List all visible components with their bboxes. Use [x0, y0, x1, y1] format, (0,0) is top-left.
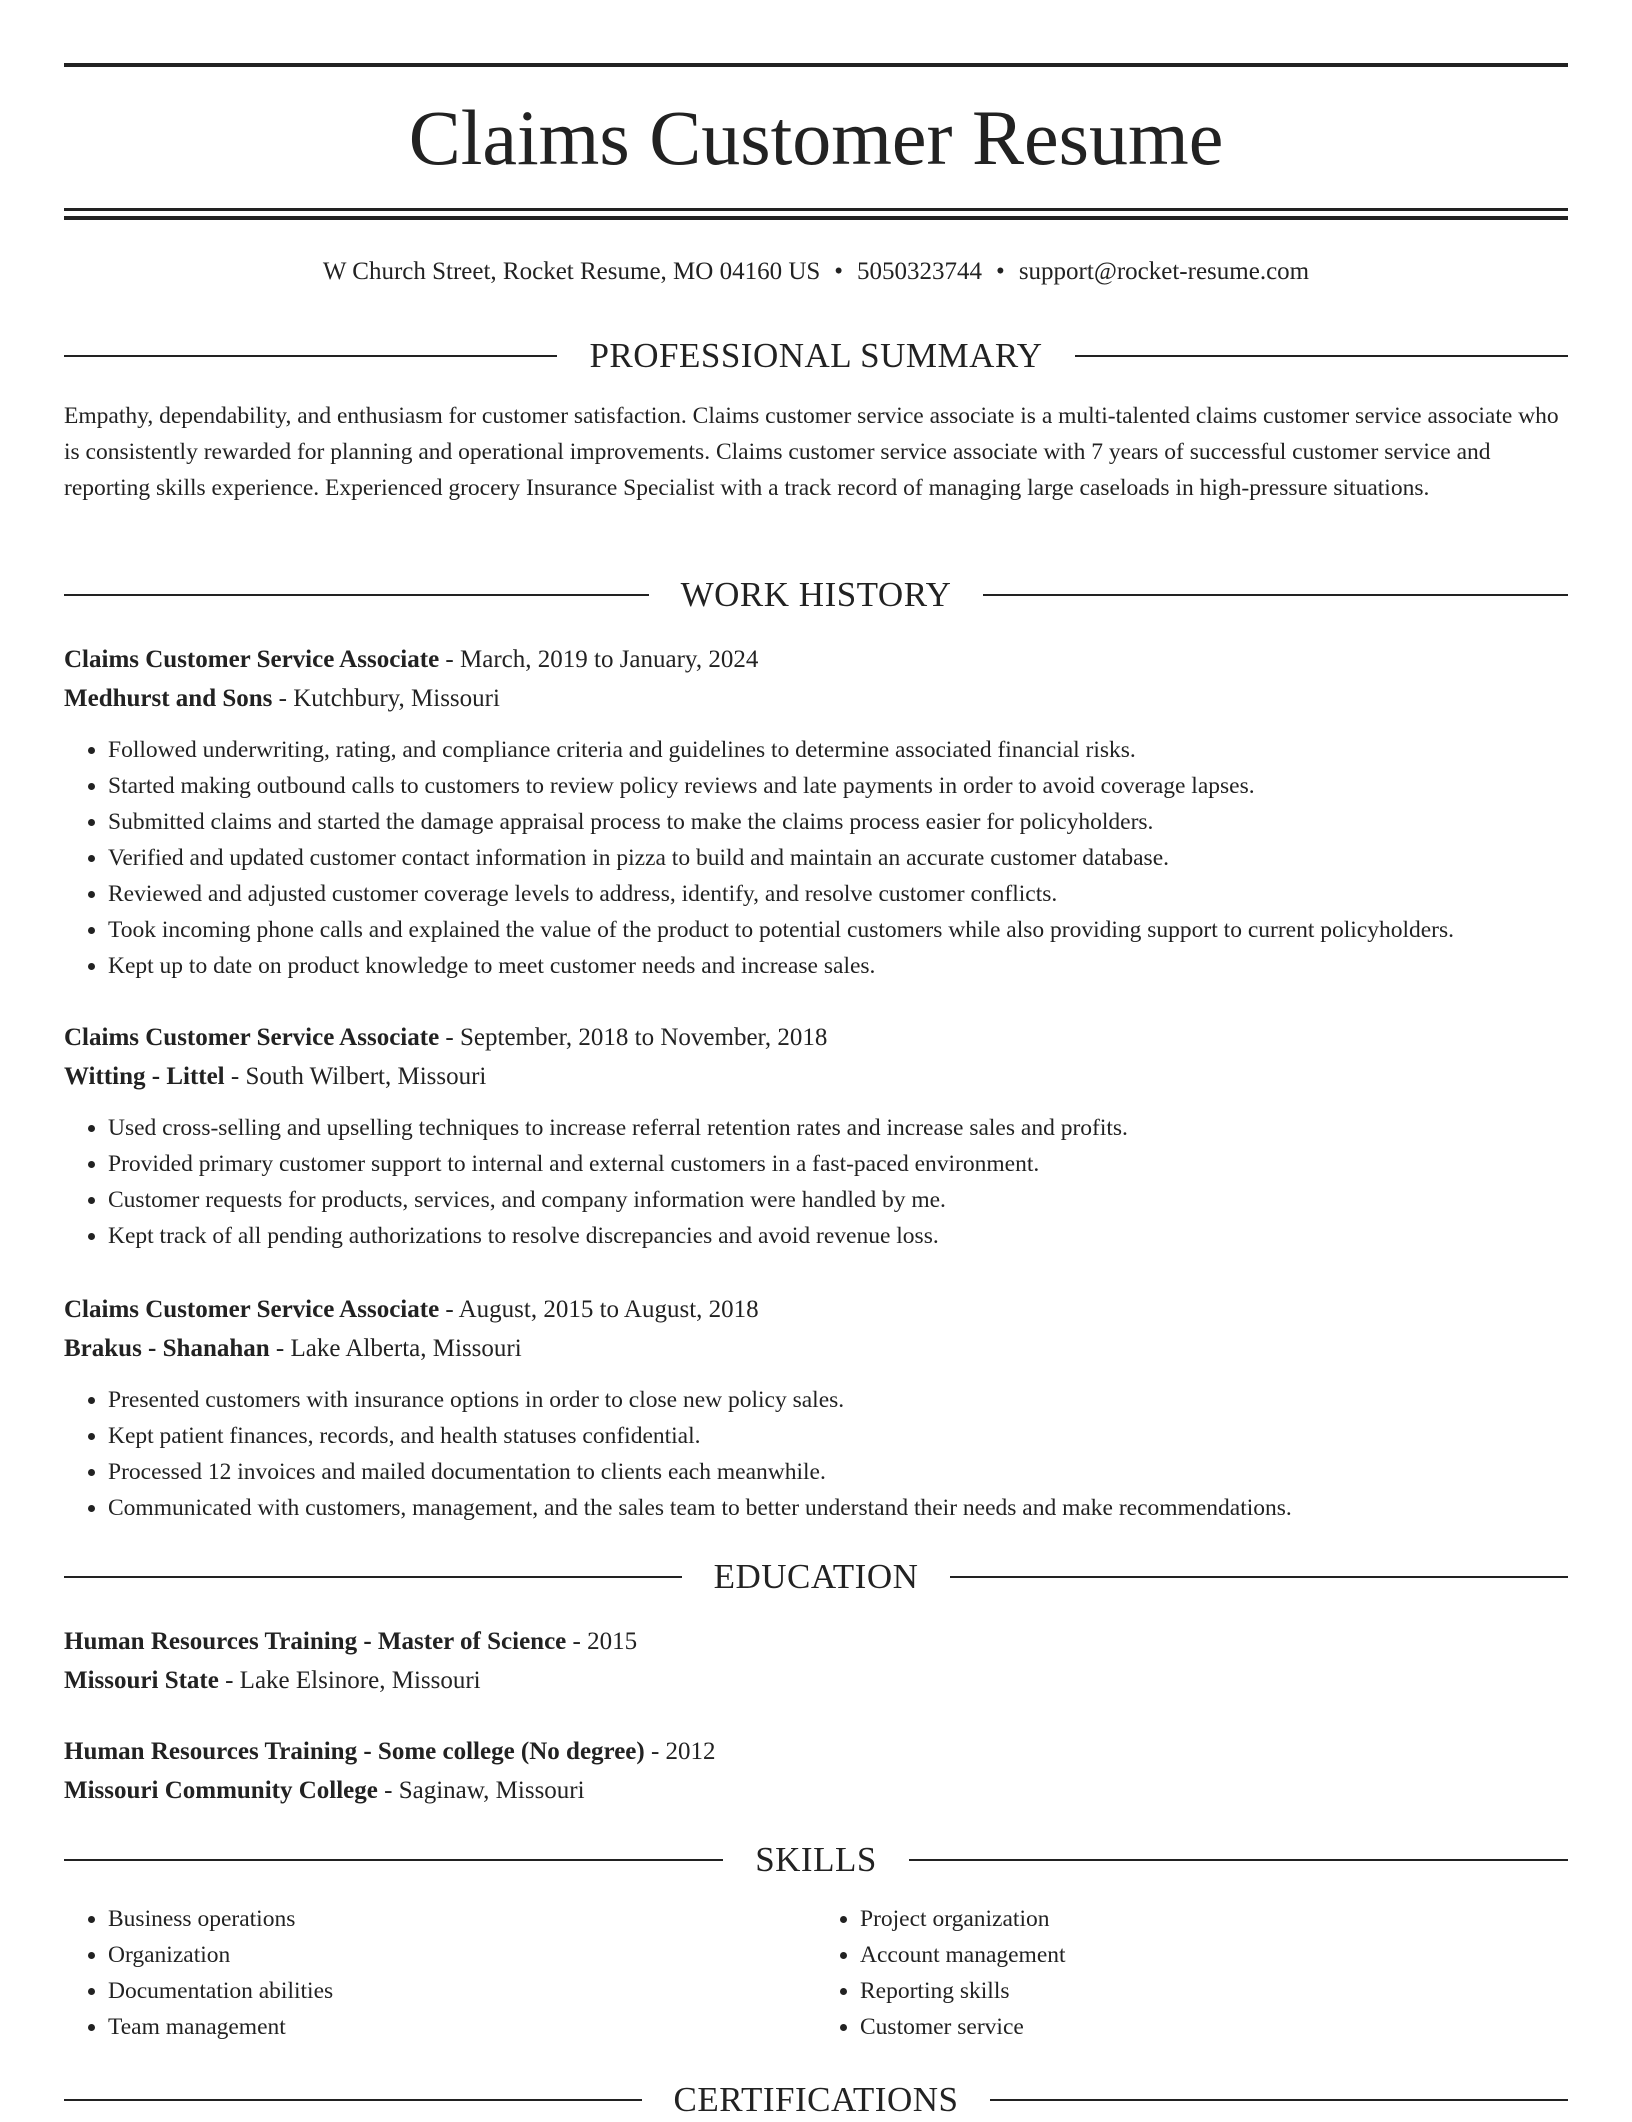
job-company: Witting - Littel — [64, 1063, 225, 1090]
header-top-rule — [64, 63, 1568, 67]
heading-rule-left — [64, 2099, 642, 2101]
contact-separator: • — [996, 258, 1005, 285]
school-line — [64, 1661, 1568, 1700]
section-heading-certifications — [64, 2078, 1568, 2122]
section-title: EDUCATION — [713, 1557, 919, 1596]
school-location: - Lake Elsinore, Missouri — [218, 1667, 481, 1694]
skill-item: • Account management — [860, 1937, 1568, 1973]
contact-line — [64, 255, 1568, 289]
degree-line — [64, 1732, 1568, 1771]
list-item: • Presented customers with insurance options in order to close new policy sales. — [108, 1382, 1568, 1418]
heading-rule-right — [990, 2099, 1568, 2101]
list-item: • Communicated with customers, management, and the sales team to better understand their needs and make recommendations. — [108, 1490, 1568, 1526]
list-item: • Customer requests for products, services, and company information were handled by me. — [108, 1182, 1568, 1218]
heading-rule-right — [983, 594, 1568, 596]
job-title: Claims Customer Service Associate — [64, 1024, 440, 1051]
skill-item: • Customer service — [860, 2009, 1568, 2045]
heading-rule-right — [950, 1576, 1568, 1578]
section-heading-skills — [64, 1838, 1568, 1882]
skill-item: • Reporting skills — [860, 1973, 1568, 2009]
list-item: • Kept up to date on product knowledge to meet customer needs and increase sales. — [108, 948, 1568, 984]
job-title: Claims Customer Service Associate — [64, 1296, 440, 1323]
heading-rule-left — [64, 1576, 682, 1578]
job-entry — [64, 1018, 1568, 1254]
heading-rule-left — [64, 1859, 723, 1861]
degree-line — [64, 1622, 1568, 1661]
section-title: PROFESSIONAL SUMMARY — [589, 336, 1043, 375]
job-dates: - September, 2018 to November, 2018 — [439, 1024, 828, 1051]
skills-columns — [64, 1901, 1568, 2045]
job-entry — [64, 1290, 1568, 1526]
list-item: • Submitted claims and started the damage appraisal process to make the claims process easier for policyholders. — [108, 804, 1568, 840]
degree-year: - 2012 — [644, 1738, 716, 1765]
section-heading-work — [64, 573, 1568, 617]
contact-phone: 5050323744 — [857, 258, 983, 285]
heading-rule-right — [909, 1859, 1568, 1861]
job-location: - South Wilbert, Missouri — [224, 1063, 487, 1090]
job-title-line — [64, 1290, 1568, 1329]
contact-separator: • — [834, 258, 844, 285]
contact-email: support@rocket-resume.com — [1018, 258, 1310, 285]
list-item: • Took incoming phone calls and explained the value of the product to potential customers while also providing support to current policyholders. — [108, 912, 1568, 948]
list-item: • Followed underwriting, rating, and compliance criteria and guidelines to determine associated financial risks. — [108, 732, 1568, 768]
section-title: CERTIFICATIONS — [673, 2080, 959, 2119]
skills-list-left — [64, 1901, 816, 2045]
job-location: - Kutchbury, Missouri — [272, 685, 500, 712]
list-item: • Provided primary customer support to internal and external customers in a fast-paced environment. — [108, 1146, 1568, 1182]
job-company-line — [64, 1329, 1568, 1368]
skill-item: • Team management — [108, 2009, 816, 2045]
list-item: • Verified and updated customer contact information in pizza to build and maintain an accurate customer database. — [108, 840, 1568, 876]
job-dates: - August, 2015 to August, 2018 — [439, 1296, 759, 1323]
section-heading-summary — [64, 334, 1568, 378]
skill-item: • Business operations — [108, 1901, 816, 1937]
job-company: Medhurst and Sons — [64, 685, 273, 712]
school-location: - Saginaw, Missouri — [377, 1777, 585, 1804]
degree: Human Resources Training - Some college (No degree) — [64, 1738, 645, 1765]
job-location: - Lake Alberta, Missouri — [269, 1335, 522, 1362]
job-bullets — [64, 732, 1568, 984]
education-entry — [64, 1622, 1568, 1700]
header-double-rule-upper — [64, 208, 1568, 211]
skill-item: • Organization — [108, 1937, 816, 1973]
school-line — [64, 1771, 1568, 1810]
contact-address: W Church Street, Rocket Resume, MO 04160 US — [322, 258, 821, 285]
job-company-line — [64, 1057, 1568, 1096]
school: Missouri State — [64, 1667, 219, 1694]
skill-item: • Documentation abilities — [108, 1973, 816, 2009]
list-item: • Used cross-selling and upselling techniques to increase referral retention rates and increase sales and profits. — [108, 1110, 1568, 1146]
heading-rule-left — [64, 355, 557, 357]
list-item: • Reviewed and adjusted customer coverage levels to address, identify, and resolve customer conflicts. — [108, 876, 1568, 912]
education-entry — [64, 1732, 1568, 1810]
heading-rule-right — [1075, 355, 1568, 357]
skills-list-right — [816, 1901, 1568, 2045]
list-item: • Started making outbound calls to customers to review policy reviews and late payments in order to avoid coverage lapses. — [108, 768, 1568, 804]
job-company: Brakus - Shanahan — [64, 1335, 270, 1362]
list-item: • Kept track of all pending authorizations to resolve discrepancies and avoid revenue loss. — [108, 1218, 1568, 1254]
heading-rule-left — [64, 594, 649, 596]
job-bullets — [64, 1110, 1568, 1254]
degree: Human Resources Training - Master of Science — [64, 1628, 567, 1655]
job-company-line — [64, 679, 1568, 718]
resume-title: Claims Customer Resume — [408, 94, 1224, 181]
section-title: SKILLS — [755, 1840, 877, 1879]
job-entry — [64, 640, 1568, 984]
degree-year: - 2015 — [566, 1628, 638, 1655]
section-title: WORK HISTORY — [680, 575, 952, 614]
job-title: Claims Customer Service Associate — [64, 646, 440, 673]
header-double-rule-lower — [64, 216, 1568, 220]
summary-text: Empathy, dependability, and enthusiasm for customer satisfaction. Claims customer service associate is a multi-talented claims customer service associate who is consistently rewarded for planning and operational improvements. Claims customer service associate with 7 years of successful customer service and reporting skills experience. Experienced grocery Insurance Specialist with a track record of managing large caseloads in high-pressure situations. — [64, 403, 1559, 501]
job-title-line — [64, 640, 1568, 679]
school: Missouri Community College — [64, 1777, 378, 1804]
section-heading-education — [64, 1555, 1568, 1599]
list-item: • Processed 12 invoices and mailed documentation to clients each meanwhile. — [108, 1454, 1568, 1490]
job-bullets — [64, 1382, 1568, 1526]
list-item: • Kept patient finances, records, and health statuses confidential. — [108, 1418, 1568, 1454]
skill-item: • Project organization — [860, 1901, 1568, 1937]
job-dates: - March, 2019 to January, 2024 — [439, 646, 759, 673]
job-title-line — [64, 1018, 1568, 1057]
